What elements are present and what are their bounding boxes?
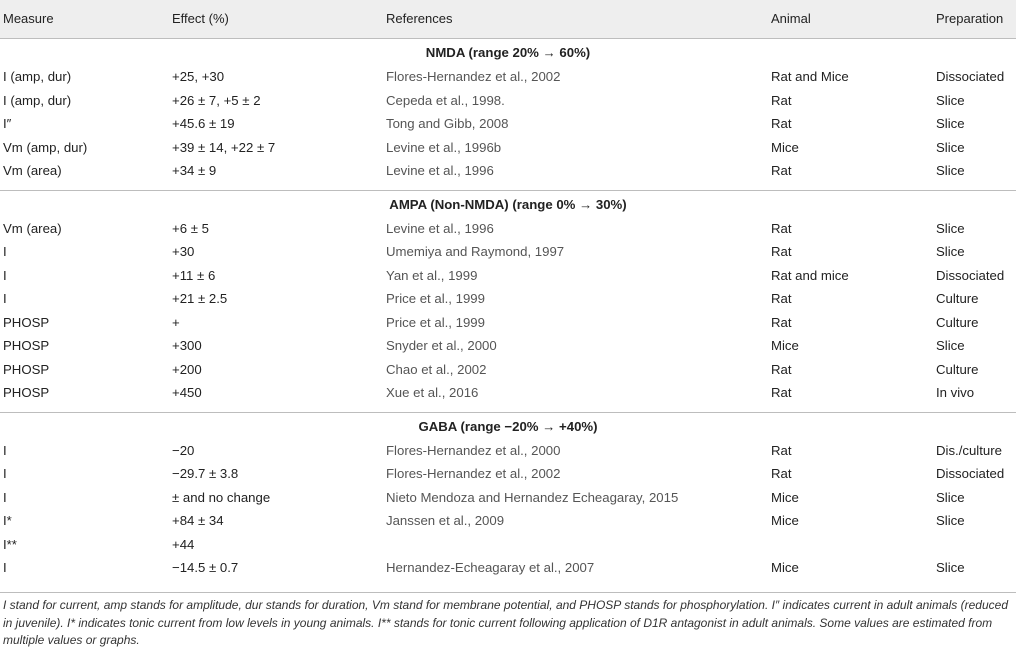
cell-animal: Rat (771, 466, 792, 481)
cell-measure: PHOSP (3, 361, 50, 377)
table-row (0, 265, 1016, 289)
cell-effect: −20 (172, 442, 195, 458)
header-measure: Measure (3, 11, 54, 26)
cell-effect: +44 (172, 536, 195, 552)
table-row (0, 463, 1016, 487)
table-header (0, 0, 1016, 39)
cell-preparation: Culture (936, 291, 979, 306)
cell-reference: Price et al., 1999 (386, 314, 485, 330)
table-bottom-rule (0, 592, 1016, 593)
cell-effect: +39 ± 14, +22 ± 7 (172, 139, 276, 155)
header-references: References (386, 11, 453, 26)
table-row (0, 137, 1016, 161)
cell-measure: I (3, 560, 7, 575)
cell-animal: Rat (771, 385, 792, 400)
cell-animal: Rat (771, 291, 792, 306)
table-row (0, 312, 1016, 336)
cell-animal: Mice (771, 560, 799, 575)
cell-reference: Flores-Hernandez et al., 2002 (386, 466, 561, 481)
section-title-text: GABA (range −20% → +40%) (418, 418, 598, 434)
cell-effect: +34 ± 9 (172, 163, 217, 178)
cell-effect: −29.7 ± 3.8 (172, 466, 239, 481)
cell-effect: +6 ± 5 (172, 220, 209, 236)
section-title (0, 191, 1016, 218)
table-row (0, 382, 1016, 406)
cell-measure: I (3, 267, 7, 283)
cell-preparation: Dis./culture (936, 442, 1002, 458)
cell-reference: Tong and Gibb, 2008 (386, 116, 509, 131)
cell-reference: Snyder et al., 2000 (386, 338, 497, 353)
cell-animal: Mice (771, 139, 799, 155)
cell-reference: Flores-Hernandez et al., 2002 (386, 69, 561, 84)
cell-preparation: Dissociated (936, 69, 1005, 84)
cell-preparation: Dissociated (936, 466, 1005, 481)
table-row (0, 113, 1016, 137)
cell-effect: −14.5 ± 0.7 (172, 560, 239, 575)
section-title (0, 413, 1016, 440)
cell-measure: PHOSP (3, 338, 50, 353)
section-title (0, 39, 1016, 66)
cell-reference: Chao et al., 2002 (386, 361, 487, 377)
cell-measure: I (3, 442, 7, 458)
cell-preparation: Culture (936, 314, 979, 330)
cell-reference: Levine et al., 1996 (386, 163, 494, 178)
table-row (0, 440, 1016, 464)
cell-animal: Mice (771, 513, 799, 528)
table-row (0, 487, 1016, 511)
cell-preparation: Slice (936, 560, 965, 575)
cell-measure: Vm (area) (3, 163, 62, 178)
cell-effect: +200 (172, 361, 202, 377)
cell-reference: Yan et al., 1999 (386, 267, 478, 283)
cell-animal: Rat (771, 361, 792, 377)
cell-effect: +11 ± 6 (172, 267, 216, 283)
cell-preparation: Slice (936, 244, 965, 259)
header-animal: Animal (771, 11, 811, 26)
cell-preparation: Slice (936, 338, 965, 353)
cell-measure: I (3, 489, 7, 505)
cell-preparation: Slice (936, 513, 965, 528)
table-row (0, 557, 1016, 581)
cell-animal: Rat (771, 116, 792, 131)
cell-measure: I (3, 244, 7, 259)
section-title-text: AMPA (Non-NMDA) (range 0% → 30%) (389, 196, 627, 212)
cell-effect: +30 (172, 244, 195, 259)
table-row (0, 66, 1016, 90)
cell-reference: Levine et al., 1996 (386, 220, 494, 236)
cell-effect: +25, +30 (172, 69, 225, 84)
header-preparation: Preparation (936, 11, 1004, 26)
cell-effect: +26 ± 7, +5 ± 2 (172, 92, 261, 108)
cell-preparation: Culture (936, 361, 979, 377)
cell-measure: I** (3, 536, 17, 552)
cell-preparation: Slice (936, 163, 965, 178)
table-row (0, 160, 1016, 184)
cell-reference: Price et al., 1999 (386, 291, 485, 306)
cell-reference: Xue et al., 2016 (386, 385, 479, 400)
cell-measure: I (amp, dur) (3, 92, 72, 108)
cell-effect: +21 ± 2.5 (172, 291, 228, 306)
cell-preparation: In vivo (936, 385, 975, 400)
cell-effect: +300 (172, 338, 202, 353)
cell-animal: Rat and Mice (771, 69, 849, 84)
cell-preparation: Slice (936, 92, 965, 108)
table-row (0, 218, 1016, 242)
cell-reference: Levine et al., 1996b (386, 139, 502, 155)
header-effect: Effect (%) (172, 11, 229, 26)
cell-reference: Flores-Hernandez et al., 2000 (386, 442, 561, 458)
table-body (0, 39, 1016, 581)
cell-effect: + (172, 314, 180, 330)
cell-animal: Mice (771, 489, 799, 505)
table-row (0, 241, 1016, 265)
cell-animal: Mice (771, 338, 799, 353)
cell-preparation: Dissociated (936, 267, 1005, 283)
cell-effect: +45.6 ± 19 (172, 116, 235, 131)
table-row (0, 335, 1016, 359)
table-row (0, 359, 1016, 383)
cell-animal: Rat (771, 442, 792, 458)
cell-measure: PHOSP (3, 314, 50, 330)
cell-animal: Rat (771, 92, 792, 108)
cell-measure: I (amp, dur) (3, 69, 72, 84)
cell-effect: +450 (172, 385, 202, 400)
cell-animal: Rat (771, 163, 792, 178)
cell-reference: Umemiya and Raymond, 1997 (386, 244, 565, 259)
cell-measure: Vm (area) (3, 220, 62, 236)
table-row (0, 534, 1016, 558)
cell-animal: Rat and mice (771, 267, 849, 283)
cell-animal: Rat (771, 244, 792, 259)
cell-preparation: Slice (936, 139, 965, 155)
table-row (0, 288, 1016, 312)
cell-measure: I* (3, 513, 12, 528)
cell-effect: +84 ± 34 (172, 513, 224, 528)
cell-animal: Rat (771, 220, 792, 236)
cell-reference: Hernandez-Echeagaray et al., 2007 (386, 560, 595, 575)
cell-preparation: Slice (936, 220, 965, 236)
table-caption: I stand for current, amp stands for amplitude, dur stands for duration, Vm stand for membrane potential, and PHOSP stands for phosphorylation. I″ indicates current in adult animals (reduced in juvenile). I* indicates tonic current from low levels in young animals. I** stands for tonic current following application of D1R antagonist in adult animals. Some values are estimated from multiple values or graphs. (3, 598, 1008, 647)
cell-measure: PHOSP (3, 385, 50, 400)
cell-reference: Janssen et al., 2009 (386, 513, 505, 528)
cell-effect: ± and no change (172, 489, 271, 505)
cell-measure: I (3, 466, 7, 481)
cell-measure: I″ (3, 116, 12, 131)
cell-reference: Nieto Mendoza and Hernandez Echeagaray, 2015 (386, 489, 679, 505)
cell-reference: Cepeda et al., 1998. (386, 92, 505, 108)
cell-measure: Vm (amp, dur) (3, 139, 88, 155)
table-row (0, 510, 1016, 534)
table-row (0, 90, 1016, 114)
cell-measure: I (3, 291, 7, 306)
section-title-text: NMDA (range 20% → 60%) (425, 45, 591, 60)
cell-preparation: Slice (936, 489, 965, 505)
cell-animal: Rat (771, 314, 792, 330)
cell-preparation: Slice (936, 116, 965, 131)
